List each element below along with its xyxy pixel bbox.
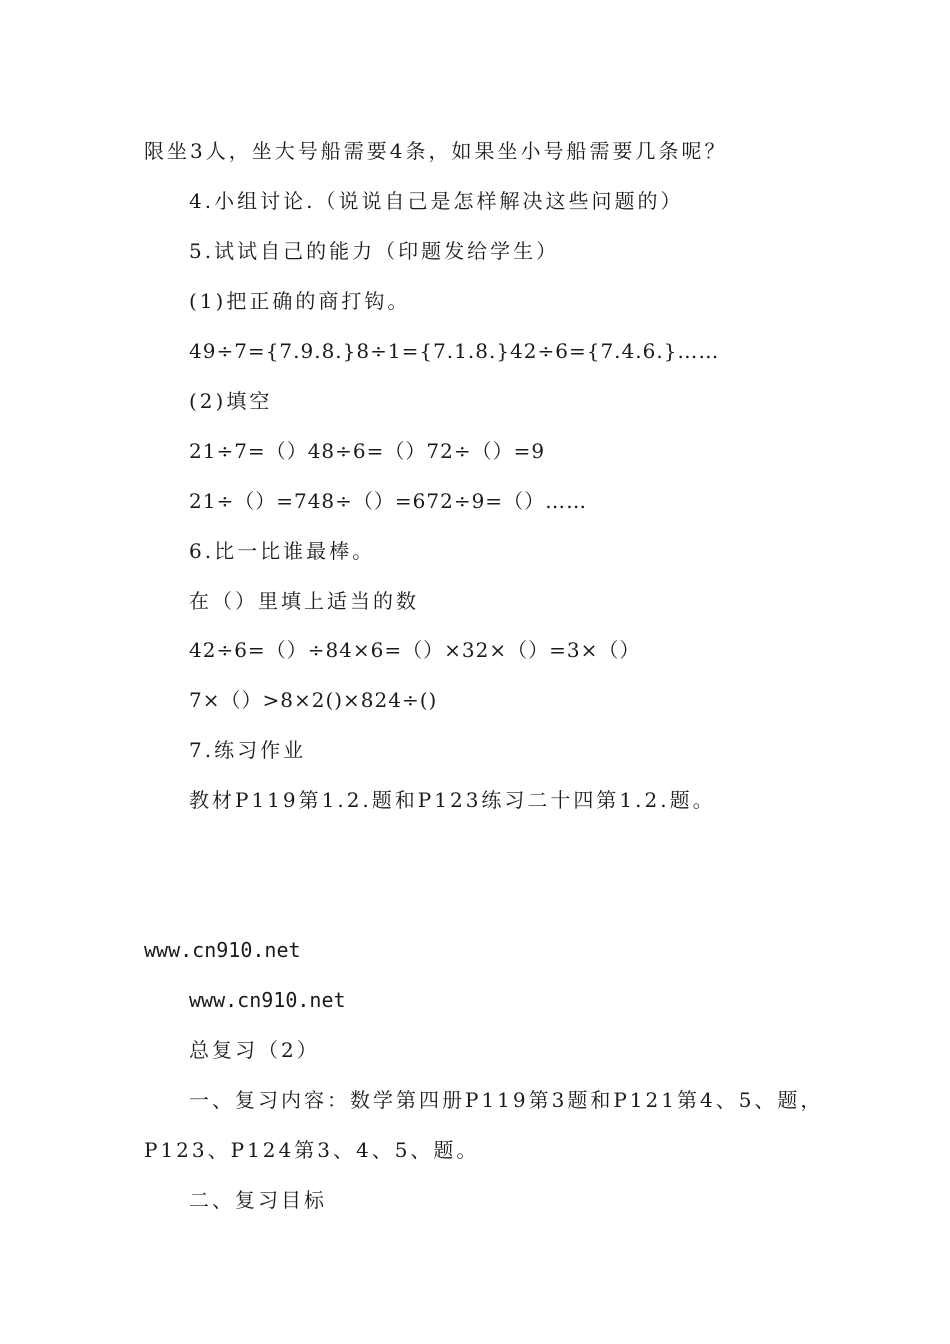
text-line-6: (2)填空 [189, 389, 273, 413]
text-line-11: 42÷6=（）÷84×6=（）×32×（）=3×（） [189, 638, 641, 662]
text-line-5: 49÷7={7.9.8.}8÷1={7.1.8.}42÷6={7.4.6.}…… [189, 339, 720, 363]
section-title: 总复习（2） [189, 1038, 320, 1062]
text-line-2: 4.小组讨论.（说说自己是怎样解决这些问题的） [189, 189, 684, 213]
text-line-4: (1)把正确的商打钩。 [189, 289, 411, 313]
text-line-9: 6.比一比谁最棒。 [189, 539, 376, 563]
text-line-7: 21÷7=（）48÷6=（）72÷（）=9 [189, 439, 546, 463]
text-line-8: 21÷（）=748÷（）=672÷9=（）…… [189, 489, 588, 513]
website-url-2: www.cn910.net [189, 988, 346, 1012]
text-line-20: 二、复习目标 [189, 1188, 327, 1212]
text-line-18: 一、复习内容：数学第四册P119第3题和P121第4、5、题， [189, 1088, 824, 1112]
text-line-14: 教材P119第1.2.题和P123练习二十四第1.2.题。 [189, 788, 716, 812]
text-line-19: P123、P124第3、4、5、题。 [144, 1138, 480, 1162]
text-line-3: 5.试试自己的能力（印题发给学生） [189, 239, 560, 263]
text-line-10: 在（）里填上适当的数 [189, 589, 419, 613]
text-line-1: 限坐3人，坐大号船需要4条，如果坐小号船需要几条呢？ [144, 139, 728, 163]
text-line-12: 7×（）>8×2()×824÷() [189, 688, 438, 712]
text-line-13: 7.练习作业 [189, 738, 307, 762]
website-url-1: www.cn910.net [144, 938, 301, 962]
